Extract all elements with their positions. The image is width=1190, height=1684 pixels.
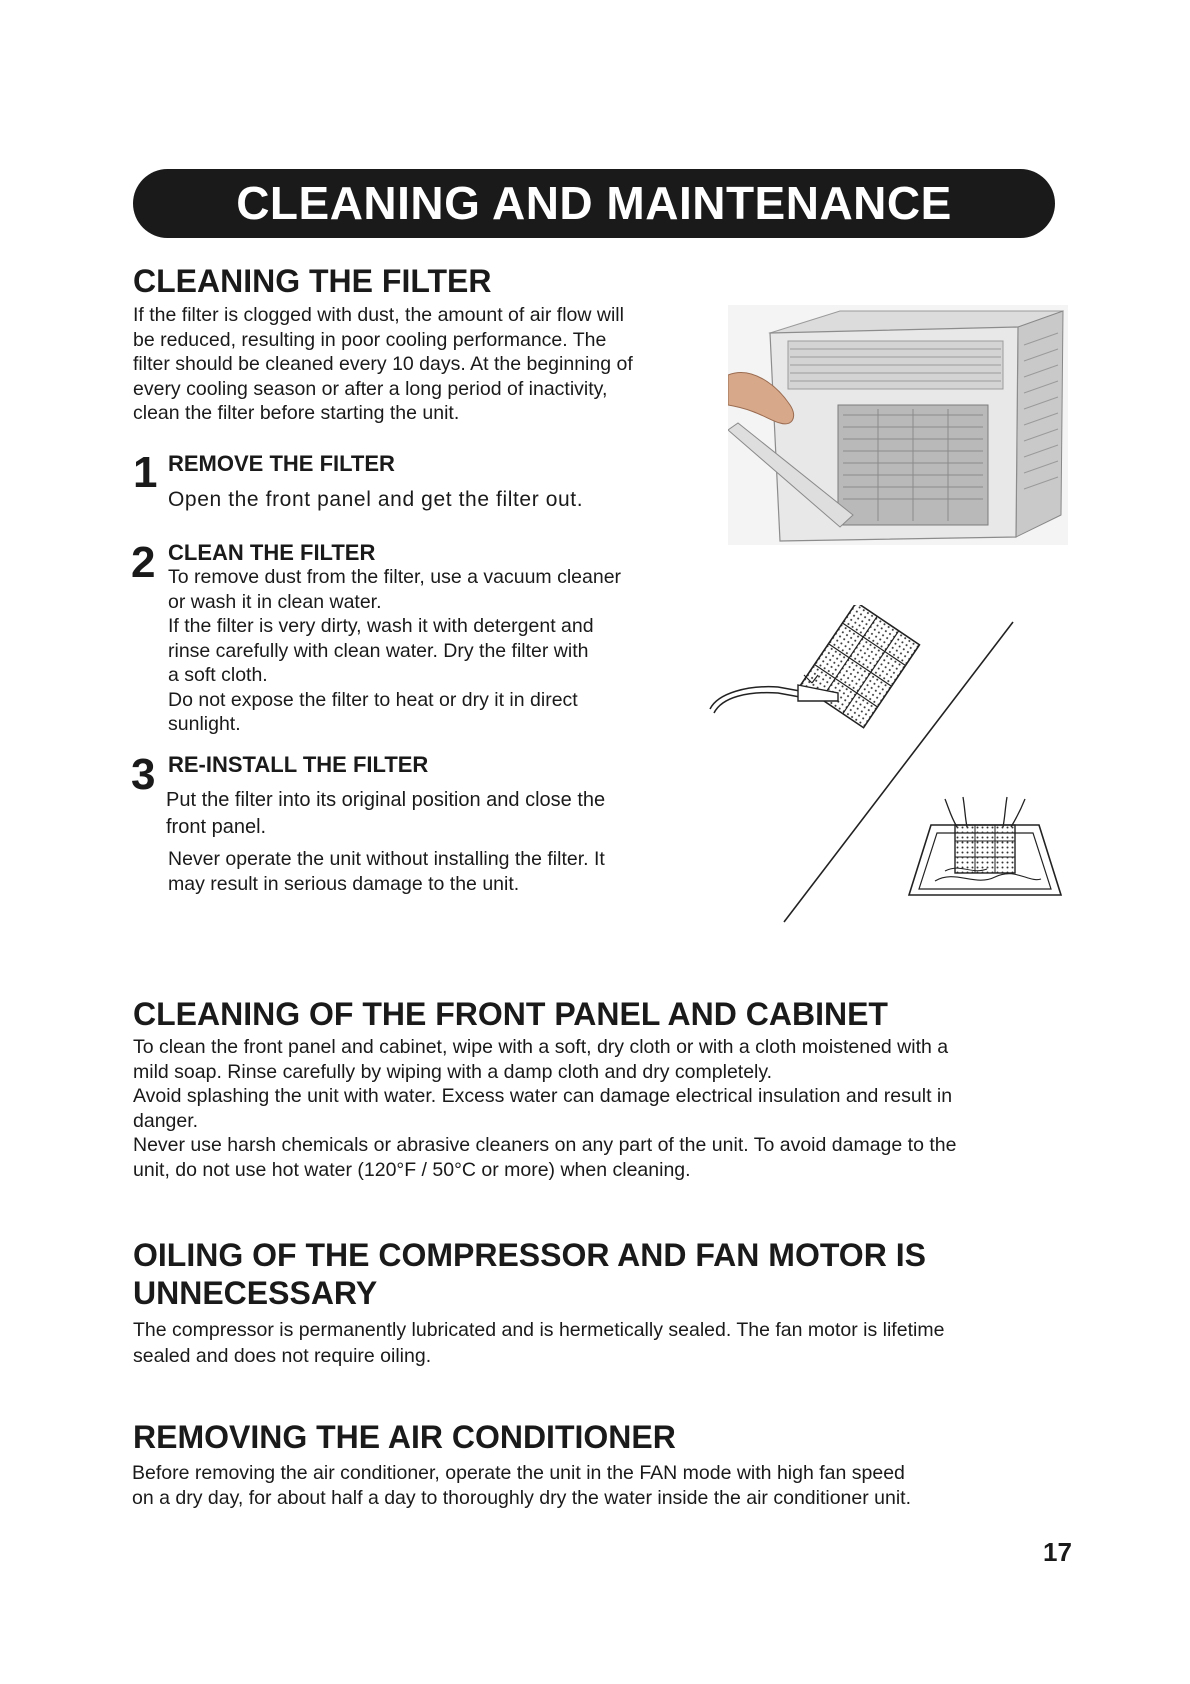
- oiling-line: The compressor is permanently lubricated and is hermetically sealed. The fan motor is lifetime: [133, 1319, 945, 1341]
- step-number-1: 1: [133, 448, 158, 497]
- step-3-text: [166, 787, 686, 841]
- step-line: or wash it in clean water.: [168, 590, 382, 613]
- intro-line: be reduced, resulting in poor cooling performance. The: [133, 328, 607, 351]
- step-title-reinstall-filter: RE-INSTALL THE FILTER: [168, 752, 429, 777]
- section-banner: [133, 169, 1055, 238]
- step-line: Put the filter into its original position and close the: [166, 789, 606, 811]
- step-line: Do not expose the filter to heat or dry it in direct: [168, 688, 578, 711]
- oiling-line: sealed and does not require oiling.: [133, 1345, 432, 1367]
- warning-line: may result in serious damage to the unit.: [168, 872, 520, 895]
- intro-line: If the filter is clogged with dust, the amount of air flow will: [133, 304, 624, 326]
- step-3-warning: [168, 847, 688, 896]
- step-2-text: [168, 565, 688, 737]
- step-title-clean-filter: CLEAN THE FILTER: [168, 540, 376, 565]
- step-line: If the filter is very dirty, wash it with detergent and: [168, 615, 594, 637]
- step-number-3: 3: [131, 750, 156, 799]
- step-1-text: Open the front panel and get the filter out.: [168, 488, 584, 511]
- step-line: sunlight.: [168, 713, 241, 735]
- oiling-heading-line: OILING OF THE COMPRESSOR AND FAN MOTOR IS: [133, 1237, 926, 1273]
- intro-line: filter should be cleaned every 10 days. At the beginning of: [133, 353, 633, 375]
- filter-intro: [133, 303, 703, 426]
- page-number: 17: [1043, 1537, 1072, 1567]
- intro-line: clean the filter before starting the unit.: [133, 402, 460, 424]
- cabinet-line: To clean the front panel and cabinet, wipe with a soft, dry cloth or with a cloth moistened with a: [133, 1036, 949, 1058]
- cabinet-text: [133, 1035, 1083, 1182]
- step-line: rinse carefully with clean water. Dry the filter with: [168, 639, 589, 662]
- page-title: CLEANING AND MAINTENANCE: [236, 177, 952, 229]
- heading-oiling: [133, 1236, 1083, 1312]
- removing-text: [132, 1461, 1082, 1510]
- removing-line: on a dry day, for about half a day to thoroughly dry the water inside the air conditioner unit.: [132, 1486, 912, 1509]
- oiling-text: [133, 1317, 1083, 1369]
- heading-cleaning-filter: CLEANING THE FILTER: [133, 263, 492, 299]
- warning-line: Never operate the unit without installing the filter. It: [168, 848, 605, 870]
- cabinet-line: danger.: [133, 1109, 199, 1132]
- washing-filter-drawing: [905, 795, 1065, 905]
- step-line: front panel.: [166, 816, 267, 838]
- step-number-2: 2: [131, 538, 156, 587]
- removing-line: Before removing the air conditioner, operate the unit in the FAN mode with high fan speed: [132, 1462, 905, 1484]
- air-conditioner-photo: [728, 305, 1068, 545]
- oiling-heading-line: UNNECESSARY: [133, 1275, 378, 1311]
- cabinet-line: Never use harsh chemicals or abrasive cleaners on any part of the unit. To avoid damage to the: [133, 1134, 957, 1156]
- heading-removing: REMOVING THE AIR CONDITIONER: [133, 1419, 676, 1455]
- step-title-remove-filter: REMOVE THE FILTER: [168, 451, 395, 476]
- step-line: a soft cloth.: [168, 664, 268, 686]
- cabinet-line: unit, do not use hot water (120°F / 50°C or more) when cleaning.: [133, 1158, 691, 1181]
- intro-line: every cooling season or after a long period of inactivity,: [133, 377, 608, 400]
- step-line: To remove dust from the filter, use a vacuum cleaner: [168, 566, 622, 588]
- heading-front-panel-cabinet: CLEANING OF THE FRONT PANEL AND CABINET: [133, 996, 888, 1032]
- cabinet-line: Avoid splashing the unit with water. Excess water can damage electrical insulation and result in: [133, 1085, 953, 1107]
- cabinet-line: mild soap. Rinse carefully by wiping with a damp cloth and dry completely.: [133, 1060, 773, 1083]
